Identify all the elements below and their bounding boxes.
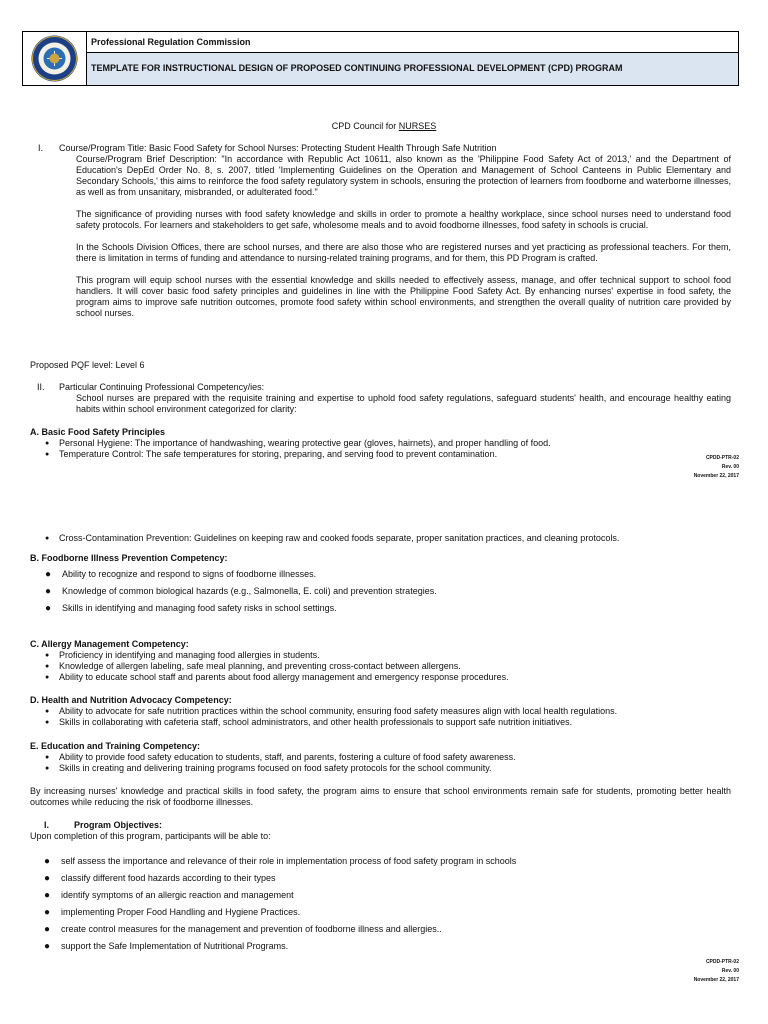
objectives-list bbox=[44, 856, 724, 958]
pqf-level: Proposed PQF level: Level 6 bbox=[30, 360, 145, 370]
footer-code: CPDD-PTR-02 bbox=[705, 455, 739, 461]
list-item: ● support the Safe Implementation of Nutritional Programs. bbox=[44, 941, 724, 952]
list-item: ● Temperature Control: The safe temperatures for storing, preparing, and serving food to prevent contamination. bbox=[45, 449, 685, 460]
list-item: ● implementing Proper Food Handling and Hygiene Practices. bbox=[44, 907, 724, 918]
list-item: ● Proficiency in identifying and managing food allergies in students. bbox=[45, 650, 735, 661]
course-title-line: Course/Program Title: Basic Food Safety for School Nurses: Protecting Student Health Through Safe Nutrition bbox=[59, 143, 497, 153]
list-item: ● Ability to recognize and respond to signs of foodborne illnesses. bbox=[45, 569, 725, 580]
list-item: ● Knowledge of common biological hazards (e.g., Salmonella, E. coli) and prevention strategies. bbox=[45, 586, 725, 597]
section-1-number: I. bbox=[38, 143, 44, 153]
objectives-heading: Program Objectives: bbox=[74, 820, 163, 830]
list-item: ● Skills in creating and delivering training programs focused on food safety protocols for the school community. bbox=[45, 763, 735, 774]
footer-date: November 22, 2017 bbox=[693, 473, 739, 479]
council-prefix: CPD Council for bbox=[331, 121, 397, 131]
section-2-intro: School nurses are prepared with the requisite training and expertise to uphold food safety regulations, safeguard students' health, and encourage healthy eating habits within school environment categorized for clarity: bbox=[76, 393, 731, 414]
list-item: ● Ability to advocate for safe nutrition practices within the school community, ensuring food safety measures align with local health regulations. bbox=[45, 706, 735, 717]
footer-date: November 22, 2017 bbox=[693, 977, 739, 983]
footer-code: CPDD-PTR-02 bbox=[705, 959, 739, 965]
competency-d-heading: D. Health and Nutrition Advocacy Competency: bbox=[30, 695, 232, 705]
significance-paragraph: The significance of providing nurses with food safety knowledge and skills in order to promote a healthy workplace, since school nurses need to understand food safety protocols. For learners and stakeholders to get safe, wholesome meals and to avoid foodborne illnesses, food safety in schools is crucial. bbox=[76, 209, 731, 230]
closing-paragraph: By increasing nurses' knowledge and practical skills in food safety, the program aims to ensure that school environments remain safe for students, promoting better health outcomes while reducing the risk of foodborne illnesses. bbox=[30, 786, 731, 807]
competency-a-list-continued bbox=[45, 533, 735, 544]
program-equip-paragraph: This program will equip school nurses with the essential knowledge and skills needed to effectively assess, manage, and offer technical support to school food handlers. It will cover basic food safety principles and guidelines in line with the Philippine Food Safety Act. By enhancing nurses' expertise in food safety, the program aims to improve safe nutrition outcomes, promote food safety within school environments, and strengthen the overall quality of nutrition care provided by school nurses. bbox=[76, 275, 731, 318]
competency-a-heading: A. Basic Food Safety Principles bbox=[30, 427, 166, 437]
competency-c-list bbox=[45, 650, 735, 683]
list-item: ● Ability to educate school staff and parents about food allergy management and emergency response procedures. bbox=[45, 672, 735, 683]
schools-division-paragraph: In the Schools Division Offices, there are school nurses, and there are also those who are registered nurses and yet practicing as professional teachers. For them, there is limitation in terms of funding and attendance to nursing-related training programs, and for them, this PD Program is crafted. bbox=[76, 242, 731, 263]
list-item: ● classify different food hazards according to their types bbox=[44, 873, 724, 884]
list-item: ● Cross-Contamination Prevention: Guidelines on keeping raw and cooked foods separate, proper sanitation practices, and cleaning protocols. bbox=[45, 533, 735, 544]
organization-name: Professional Regulation Commission bbox=[91, 37, 251, 47]
competency-d-list bbox=[45, 706, 735, 728]
competency-a-list bbox=[45, 438, 685, 460]
objectives-intro: Upon completion of this program, participants will be able to: bbox=[30, 831, 271, 841]
organization-cell bbox=[87, 32, 738, 53]
competency-b-list bbox=[45, 569, 725, 620]
competency-e-heading: E. Education and Training Competency: bbox=[30, 741, 201, 751]
competency-b-heading: B. Foodborne Illness Prevention Competency: bbox=[30, 553, 228, 563]
page-footer bbox=[694, 958, 739, 985]
template-title: TEMPLATE FOR INSTRUCTIONAL DESIGN OF PROPOSED CONTINUING PROFESSIONAL DEVELOPMENT (CPD) PROGRAM bbox=[91, 63, 623, 73]
page-footer bbox=[694, 454, 739, 481]
prc-seal-logo bbox=[23, 32, 87, 85]
list-item: ● create control measures for the management and prevention of foodborne illness and allergies.. bbox=[44, 924, 724, 935]
list-item: ● Personal Hygiene: The importance of handwashing, wearing protective gear (gloves, hairnets), and proper handling of food. bbox=[45, 438, 685, 449]
council-line bbox=[0, 121, 768, 132]
list-item: ● self assess the importance and relevance of their role in implementation process of food safety program in schools bbox=[44, 856, 724, 867]
competency-c-heading: C. Allergy Management Competency: bbox=[30, 639, 189, 649]
list-item: ● Knowledge of allergen labeling, safe meal planning, and preventing cross-contact between allergens. bbox=[45, 661, 735, 672]
objectives-number: I. bbox=[44, 820, 50, 830]
list-item: ● Ability to provide food safety education to students, staff, and parents, fostering a culture of food safety awareness. bbox=[45, 752, 735, 763]
list-item: ● identify symptoms of an allergic reaction and management bbox=[44, 890, 724, 901]
list-item: ● Skills in identifying and managing food safety risks in school settings. bbox=[45, 603, 725, 614]
list-item: ● Skills in collaborating with cafeteria staff, school administrators, and other health professionals to support safe nutrition initiatives. bbox=[45, 717, 735, 728]
competency-e-list bbox=[45, 752, 735, 774]
brief-description: Course/Program Brief Description: "In accordance with Republic Act 10611, also known as the 'Philippine Food Safety Act of 2013,' and the Department of Education's DepEd Order No. 8, s. 2007, titled 'Implementing Guidelines on the Operation and Management of School Canteens in Public Elementary and Secondary Schools,' this aims to reinforce the food safety regulatory system in schools, ensuring the protection of learners from foodborne and waterborne illnesses, as well as from unsanitary, misbranded, or adulterated food." bbox=[76, 154, 731, 197]
footer-rev: Rev. 00 bbox=[721, 968, 739, 974]
section-2-number: II. bbox=[37, 382, 45, 392]
section-2-title: Particular Continuing Professional Competency/ies: bbox=[59, 382, 265, 392]
footer-rev: Rev. 00 bbox=[721, 464, 739, 470]
template-title-cell bbox=[87, 53, 738, 85]
section-1-paragraphs bbox=[76, 154, 731, 319]
header-table bbox=[22, 31, 739, 86]
council-name: NURSES bbox=[398, 121, 437, 131]
